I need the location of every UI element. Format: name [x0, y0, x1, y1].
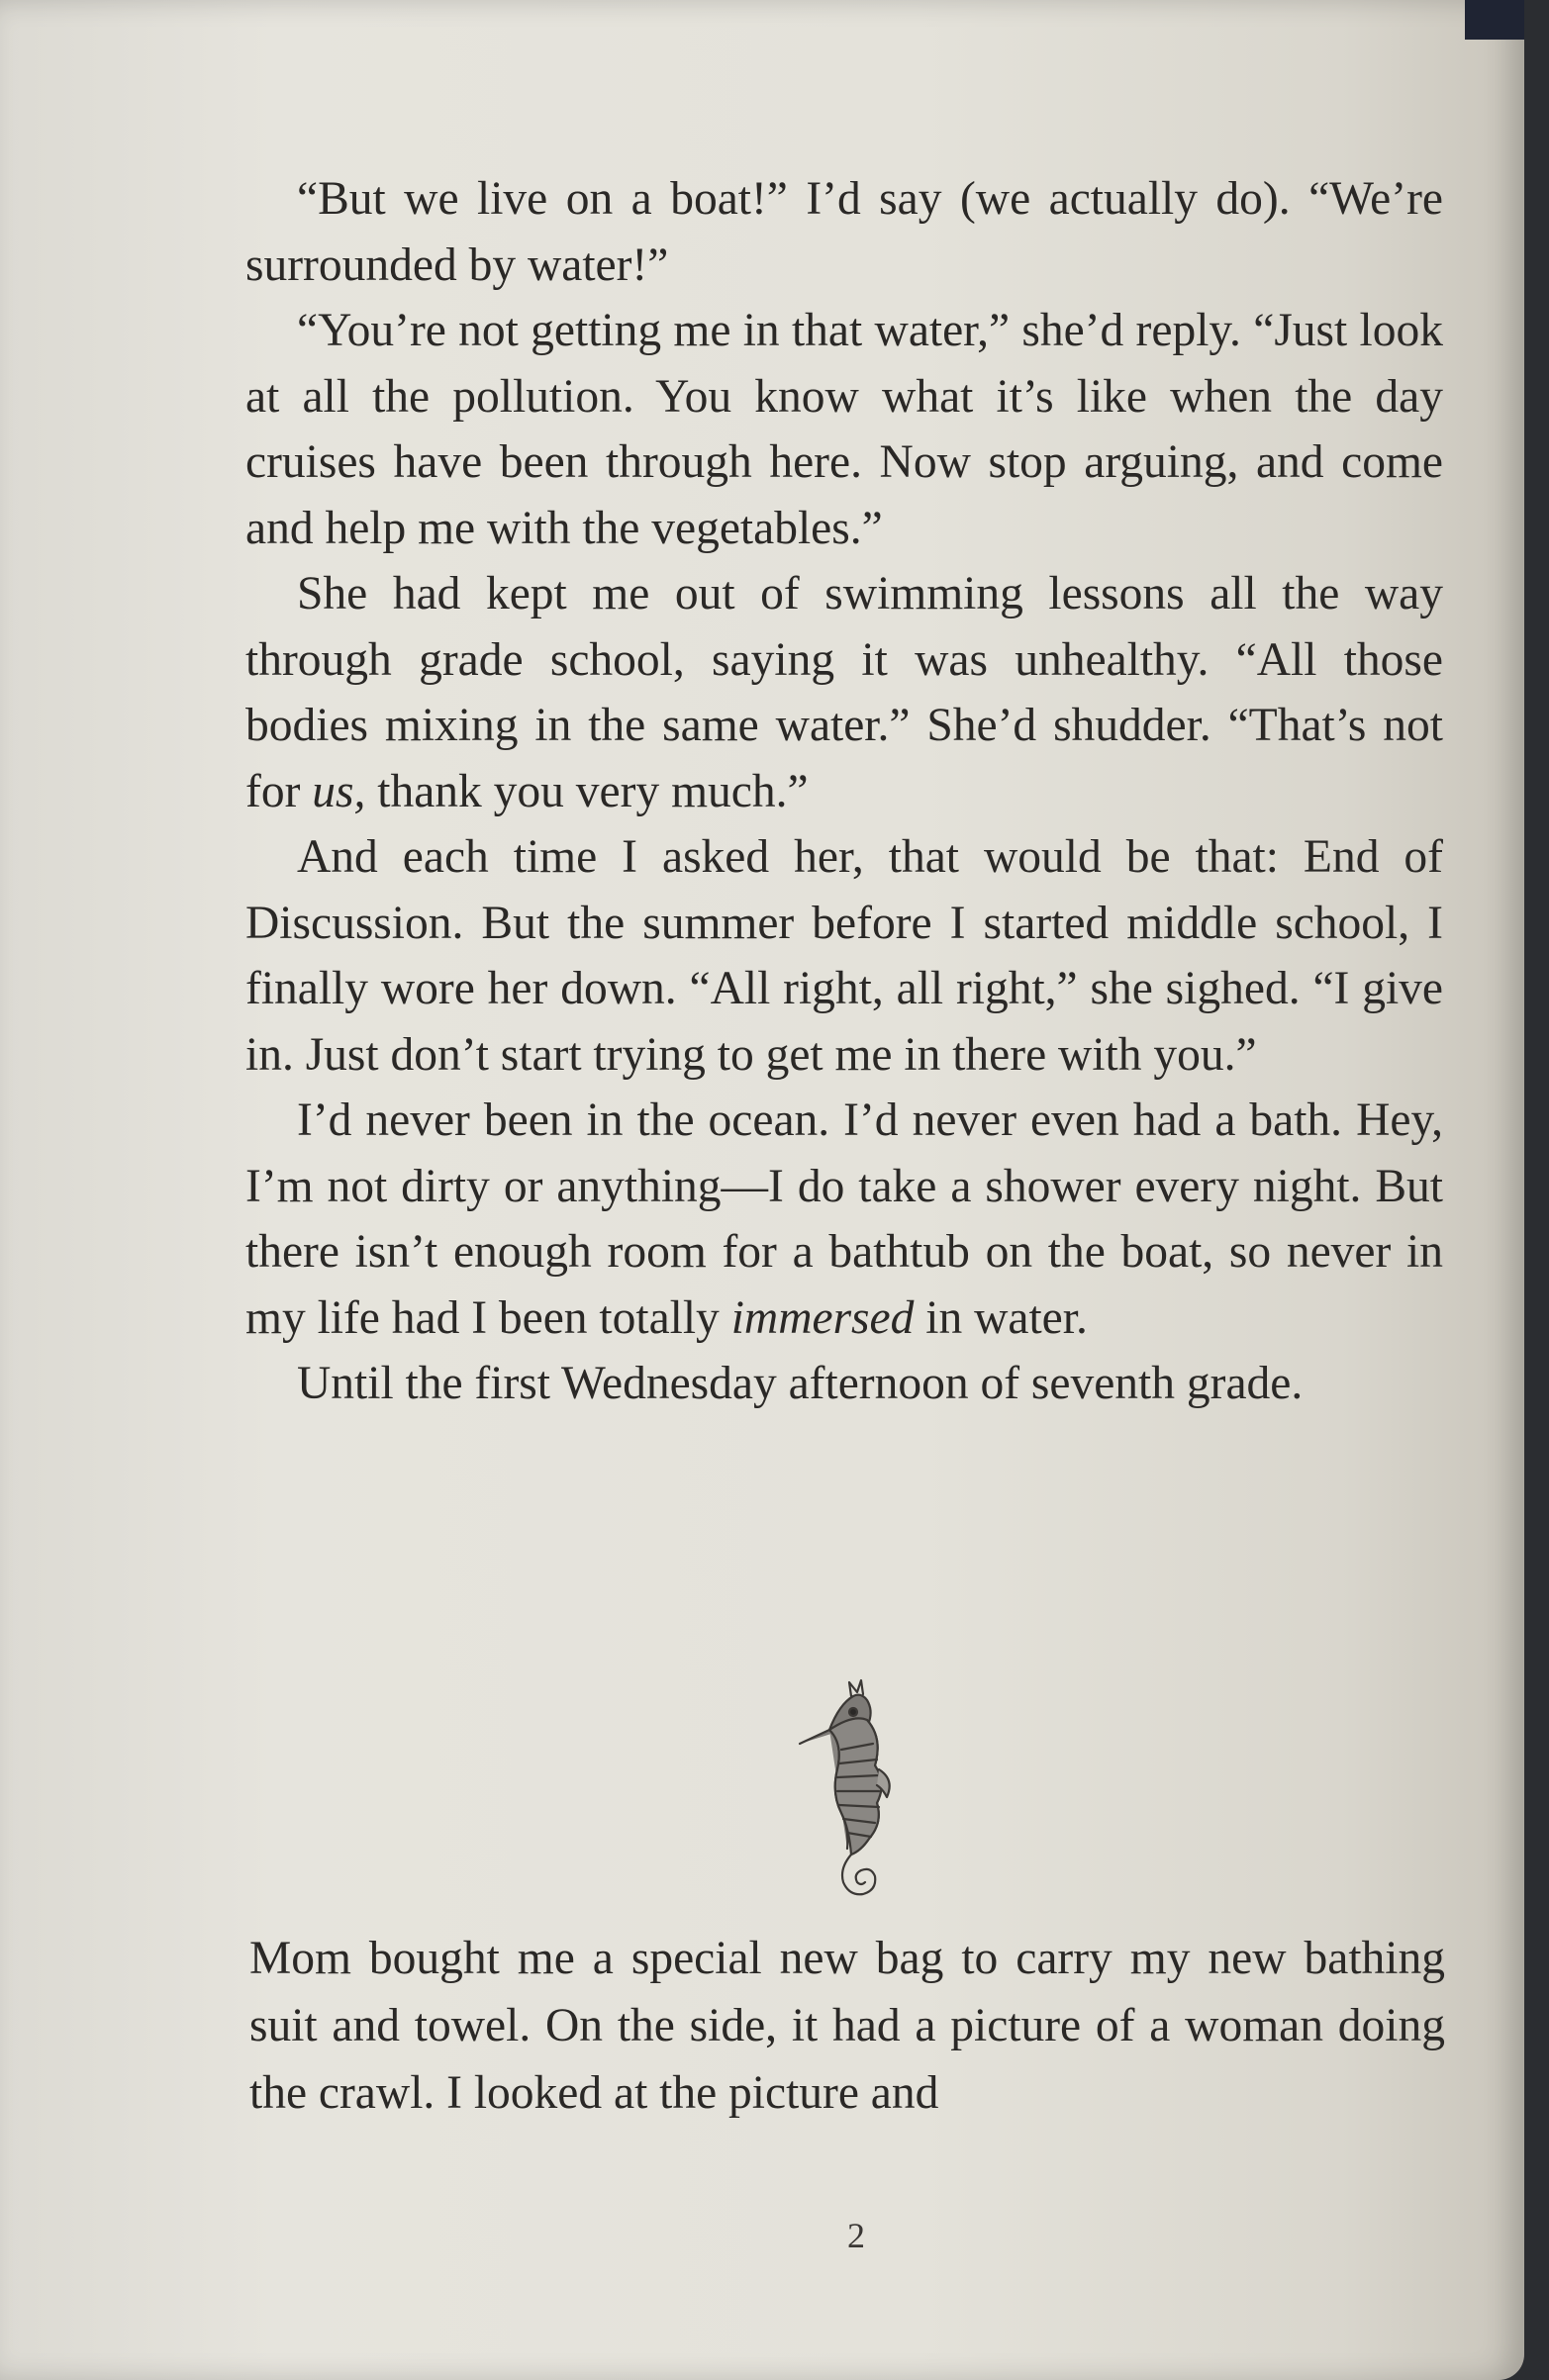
page-text-block: [245, 166, 1443, 1417]
paragraph-text: And each time I asked her, that would be that: End of Discussion. But the summer before I started middle school, I finally wore her down. “All right, all right,” she sighed. “I give in. Just don’t start trying to get me in there with you.”: [245, 831, 1443, 1081]
paragraph-text: She had kept me out of swimming lessons all the way through grade school, saying it was unhealthy. “All those bodies mixing in the same water.” She’d shudder. “That’s not for: [245, 568, 1443, 817]
paragraph-text: “You’re not getting me in that water,” she’d reply. “Just look at all the pollution. You know what it’s like when the day cruises have been through here. Now stop arguing, and come and help me with the vegetables.”: [245, 305, 1443, 554]
page-number: 2: [847, 2216, 865, 2255]
seahorse-icon: [792, 1674, 901, 1904]
paragraph-2: [245, 298, 1443, 561]
paragraph-5: [245, 1088, 1443, 1351]
paragraph-4: [245, 824, 1443, 1088]
paragraph-text: I’d never been in the ocean. I’d never even had a bath. Hey, I’m not dirty or anything—I do take a shower every night. But there isn’t enough room for a bathtub on the boat, so never in my life had I been totally: [245, 1095, 1443, 1344]
paragraph-6: [245, 1351, 1443, 1417]
italic-word: us,: [312, 765, 366, 817]
paragraph-after-break: Mom bought me a special new bag to carry my new bathing suit and towel. On the side, it had a picture of a woman doing the crawl. I looked at the picture and: [249, 1933, 1445, 2119]
paragraph-text: “But we live on a boat!” I’d say (we actually do). “We’re surrounded by water!”: [245, 173, 1443, 291]
paragraph-3: [245, 561, 1443, 824]
paragraph-text: thank you very much.”: [365, 765, 809, 817]
after-break-text-block: [249, 1925, 1445, 2127]
paragraph-1: [245, 166, 1443, 298]
background-edge: [1465, 0, 1524, 40]
paragraph-text: in water.: [914, 1291, 1088, 1344]
paragraph-text: Until the first Wednesday afternoon of seventh grade.: [297, 1358, 1304, 1409]
italic-word: immersed: [730, 1291, 915, 1344]
